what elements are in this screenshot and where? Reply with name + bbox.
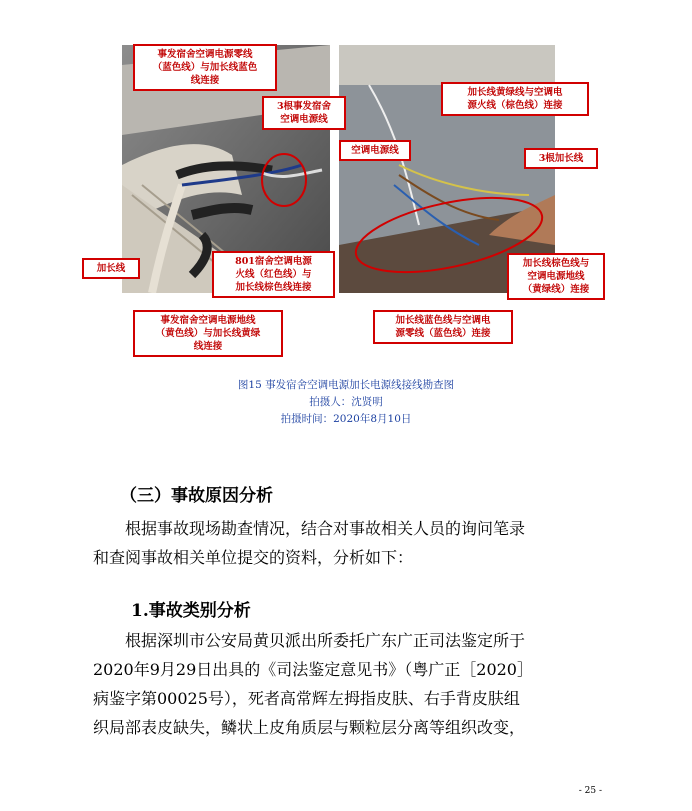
paragraph-line: 病鉴字第00025号），死者高常辉左拇指皮肤、右手背皮肤组 [93,689,520,708]
callout-ext-yellow-live: 加长线黄绿线与空调电 源火线（棕色线）连接 [441,82,589,116]
callout-three-ext-wires: 3根加长线 [524,148,598,169]
paragraph-line: 根据事故现场勘查情况，结合对事故相关人员的询问笔录 [125,519,526,538]
callout-three-wires: 3根事发宿舍 空调电源线 [262,96,346,130]
section-heading: （三）事故原因分析 [120,486,273,506]
figure-date: 拍摄时间：2020年8月10日 [280,413,412,425]
subheading-accident-type: 1.事故类别分析 [131,601,251,621]
paragraph-line: 根据深圳市公安局黄贝派出所委托广东广正司法鉴定所于 [125,631,526,650]
callout-ext-brown-ground: 加长线棕色线与 空调电源地线 （黄绿线）连接 [507,253,605,300]
paragraph-analysis-intro [93,514,605,572]
callout-extension-cord: 加长线 [82,258,140,279]
callout-ground-wire: 事发宿舍空调电源地线 （黄色线）与加长线黄绿 线连接 [133,310,283,357]
figure-caption: 图15 事发宿舍空调电源加长电源线接线勘查图 [237,379,455,391]
callout-ac-power-cord: 空调电源线 [339,140,411,161]
callout-ext-blue-zero: 加长线蓝色线与空调电 源零线（蓝色线）连接 [373,310,513,344]
callout-zero-wire: 事发宿舍空调电源零线 （蓝色线）与加长线蓝色 线连接 [133,44,277,91]
page-number: - 25 - [578,786,602,796]
paragraph-line: 和查阅事故相关单位提交的资料，分析如下： [93,548,414,567]
callout-live-wire: 801宿舍空调电源 火线（红色线）与 加长线棕色线连接 [212,251,335,298]
paragraph-line: 织局部表皮缺失，鳞状上皮角质层与颗粒层分离等组织改变， [93,718,526,737]
figure-photographer: 拍摄人：沈贤明 [309,396,383,408]
paragraph-accident-type [93,626,605,742]
paragraph-line: 2020年9月29日出具的《司法鉴定意见书》（粤广正［2020］ [93,660,533,679]
